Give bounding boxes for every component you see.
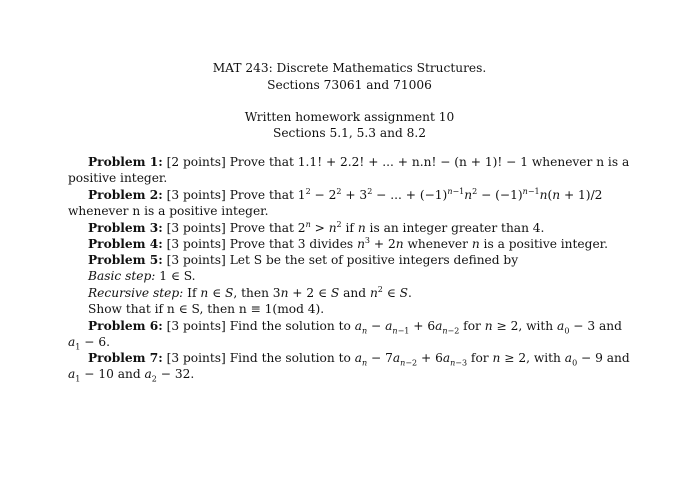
- problem-2-label: Problem 2:: [88, 188, 163, 202]
- problem-2-continuation: whenever n is a positive integer.: [68, 204, 269, 218]
- recursive-step-text: If n ∈ S, then 3n + 2 ∈ S and $n^2$ ∈ S.: [187, 284, 412, 300]
- problem-5-recursive-step: [88, 285, 648, 301]
- problem-1-text: Prove that 1.1! + 2.2! + ... + n.n! − (n + 1)! − 1 whenever n is a: [229, 155, 630, 169]
- problem-1-label: Problem 1:: [88, 155, 163, 169]
- problem-3: [88, 220, 648, 236]
- problem-6-continuation: $a_1 - 6$.: [68, 335, 110, 352]
- assignment-title: Written homework assignment 10: [244, 110, 455, 124]
- problem-4: [88, 236, 648, 252]
- problem-5: [88, 252, 648, 268]
- problem-4-label: Problem 4:: [88, 237, 163, 251]
- problem-3-text: Prove that $2^n > n^2$ if n is an integer greater than 4.: [229, 219, 545, 235]
- problem-1: [88, 154, 648, 170]
- problem-7: [88, 350, 648, 366]
- problem-7-text: Find the solution to $a_n - 7a_{n-2} + 6a_{n-3}$ for n ≥ 2, with $a_0 - 9$ and: [229, 351, 630, 368]
- problem-5-show: Show that if n ∈ S, then n ≡ 1(mod 4).: [88, 302, 325, 316]
- problem-6: [88, 318, 648, 334]
- course-title: MAT 243: Discrete Mathematics Structures.: [212, 61, 487, 75]
- problem-5-basic-step: [88, 268, 648, 284]
- assignment-sections: Sections 5.1, 5.3 and 8.2: [272, 126, 427, 140]
- problem-2-text: Prove that $1^2 - 2^2 + 3^2$ − ... + $(-1)^{n-1}n^2 - (-1)^{n-1}n(n + 1)/2$: [229, 186, 603, 202]
- problem-2-points: [3 points]: [166, 188, 226, 202]
- course-sections: Sections 73061 and 71006: [267, 78, 432, 92]
- problem-1-continuation: positive integer.: [68, 171, 168, 185]
- basic-step-text: 1 ∈ S.: [159, 269, 196, 283]
- problem-2: [88, 187, 648, 203]
- problem-6-points: [3 points]: [166, 319, 226, 333]
- problem-6-label: Problem 6:: [88, 319, 163, 333]
- problem-4-text: Prove that 3 divides $n^3 + 2n$ whenever n is a positive integer.: [229, 235, 609, 251]
- problem-7-label: Problem 7:: [88, 351, 163, 365]
- problem-3-label: Problem 3:: [88, 221, 163, 235]
- problem-3-points: [3 points]: [166, 221, 226, 235]
- problem-4-points: [3 points]: [166, 237, 226, 251]
- problem-5-label: Problem 5:: [88, 253, 163, 267]
- basic-step-label: Basic step:: [88, 269, 156, 283]
- problem-1-points: [2 points]: [166, 155, 226, 169]
- problem-5-text: Let S be the set of positive integers defined by: [229, 253, 519, 267]
- recursive-step-label: Recursive step:: [88, 286, 184, 300]
- problem-7-continuation: $a_1 - 10$ and $a_2 - 32$.: [68, 367, 195, 384]
- problem-7-points: [3 points]: [166, 351, 226, 365]
- problem-6-text: Find the solution to $a_n - a_{n-1} + 6a_{n-2}$ for n ≥ 2, with $a_0 - 3$ and: [229, 319, 622, 336]
- problem-5-points: [3 points]: [166, 253, 226, 267]
